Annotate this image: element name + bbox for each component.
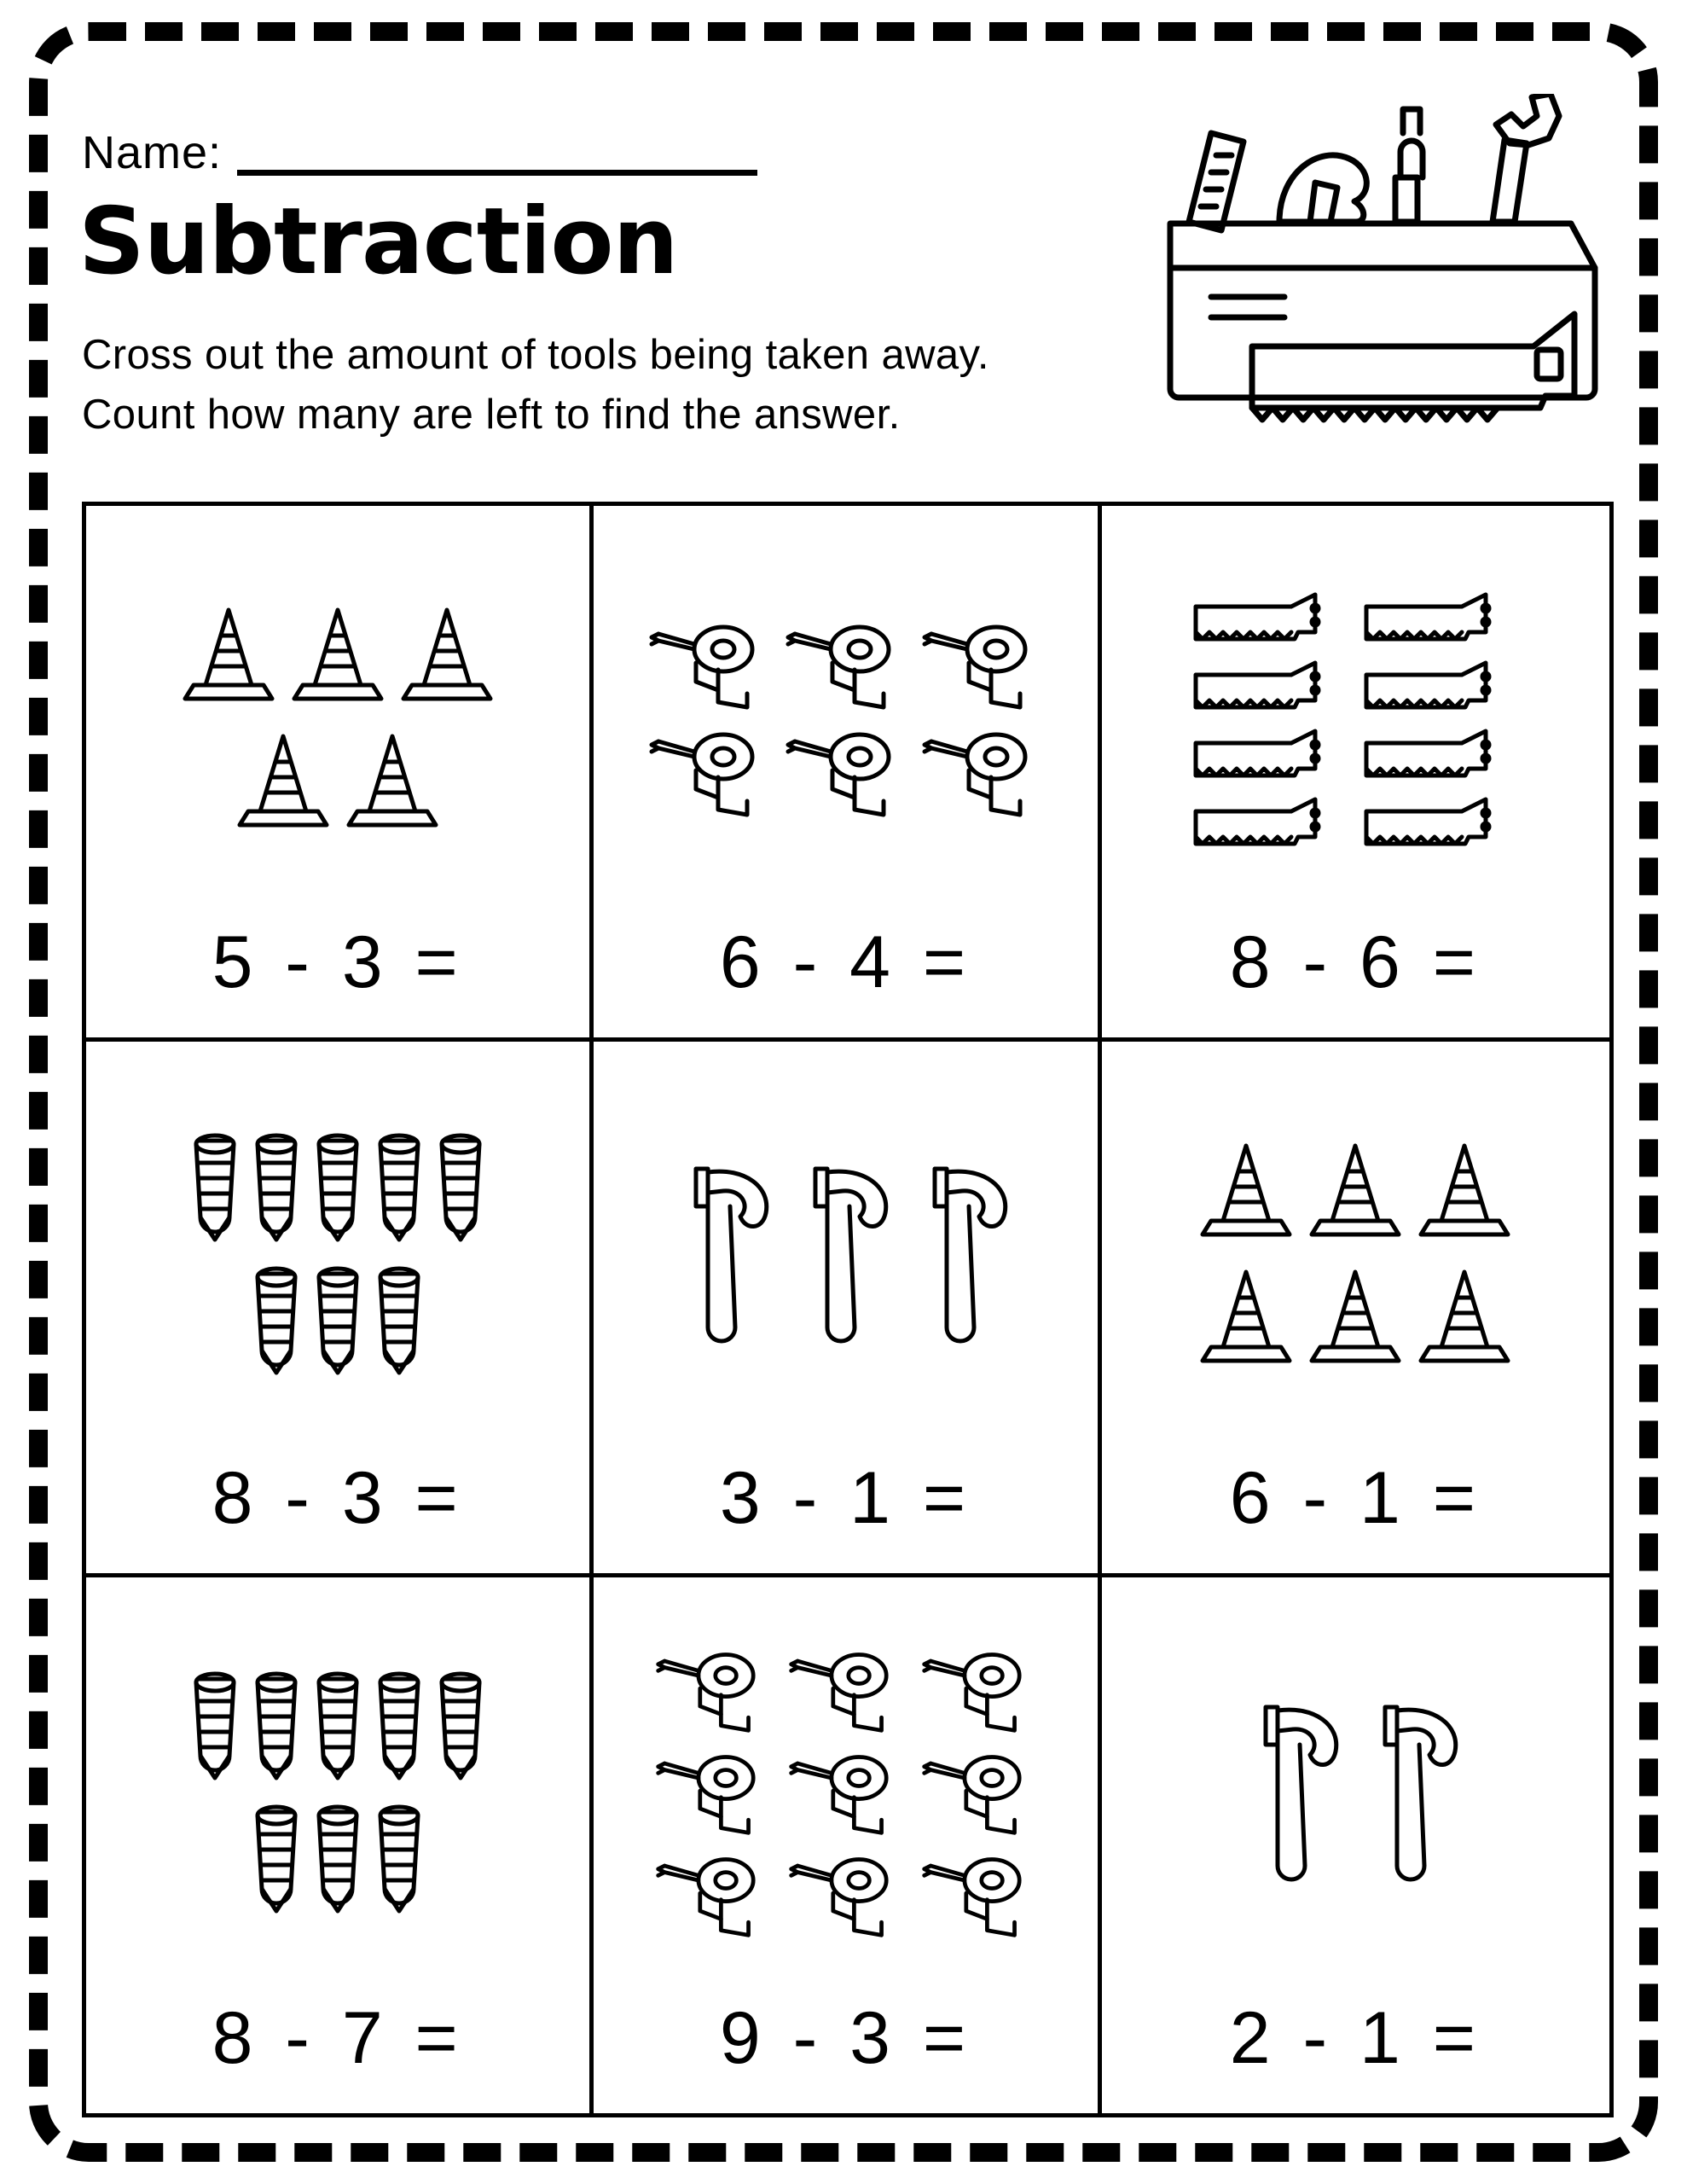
object-group-screw[interactable] (86, 1042, 589, 1449)
power-drill-icon[interactable] (783, 1749, 907, 1838)
problem-cell-1[interactable] (86, 506, 594, 1042)
power-drill-icon[interactable] (916, 1749, 1041, 1838)
problem-cell-5[interactable] (594, 1042, 1101, 1577)
handsaw-icon[interactable] (1189, 726, 1351, 781)
screw-icon[interactable] (373, 1667, 426, 1786)
power-drill-icon[interactable] (645, 726, 773, 820)
screw-icon[interactable] (311, 1667, 364, 1786)
handsaw-icon[interactable] (1359, 658, 1522, 712)
hammer-icon[interactable] (1240, 1695, 1351, 1891)
power-drill-icon[interactable] (650, 1647, 774, 1735)
handsaw-icon[interactable] (1359, 590, 1522, 644)
screw-icon[interactable] (434, 1667, 487, 1786)
screw-icon[interactable] (434, 1129, 487, 1248)
handsaw-icon[interactable] (1189, 794, 1351, 849)
screw-icon[interactable] (311, 1800, 364, 1920)
screw-icon[interactable] (250, 1667, 303, 1786)
problem-cell-8[interactable] (594, 1577, 1101, 2113)
power-drill-icon[interactable] (783, 1647, 907, 1735)
traffic-cone-icon[interactable] (1305, 1262, 1406, 1374)
object-group-screw[interactable] (86, 1577, 589, 1989)
hammer-icon[interactable] (670, 1157, 781, 1353)
object-group-handsaw[interactable] (1102, 506, 1609, 914)
name-label: Name: (82, 127, 223, 178)
power-drill-icon[interactable] (916, 1647, 1041, 1735)
screw-icon[interactable] (373, 1129, 426, 1248)
handsaw-icon[interactable] (1359, 726, 1522, 781)
equation-9: 2 - 1 = (1229, 1997, 1481, 2079)
traffic-cone-icon[interactable] (287, 600, 388, 712)
traffic-cone-icon[interactable] (397, 600, 497, 712)
equation-4: 8 - 3 = (212, 1457, 464, 1539)
traffic-cone-icon[interactable] (1414, 1262, 1515, 1374)
handsaw-icon[interactable] (1189, 590, 1351, 644)
hammer-icon[interactable] (909, 1157, 1020, 1353)
equation-2: 6 - 4 = (719, 921, 972, 1003)
problem-cell-4[interactable] (86, 1042, 594, 1577)
problem-cell-9[interactable] (1102, 1577, 1609, 2113)
equation-7: 8 - 7 = (212, 1997, 464, 2079)
traffic-cone-icon[interactable] (1196, 1262, 1296, 1374)
traffic-cone-icon[interactable] (233, 726, 333, 839)
screw-icon[interactable] (250, 1129, 303, 1248)
screw-icon[interactable] (188, 1129, 241, 1248)
traffic-cone-icon[interactable] (1305, 1136, 1406, 1248)
problems-grid (82, 502, 1614, 2117)
power-drill-icon[interactable] (645, 619, 773, 712)
worksheet-content (67, 61, 1620, 2123)
problem-cell-6[interactable] (1102, 1042, 1609, 1577)
power-drill-icon[interactable] (650, 1851, 774, 1940)
traffic-cone-icon[interactable] (1414, 1136, 1515, 1248)
handsaw-icon[interactable] (1189, 658, 1351, 712)
instructions (82, 326, 1003, 444)
screw-icon[interactable] (188, 1667, 241, 1786)
page-title: Subtraction (78, 189, 678, 295)
power-drill-icon[interactable] (781, 726, 909, 820)
equation-8: 9 - 3 = (719, 1997, 972, 2079)
problem-cell-2[interactable] (594, 506, 1101, 1042)
screw-icon[interactable] (250, 1800, 303, 1920)
object-group-traffic-cone[interactable] (1102, 1042, 1609, 1449)
equation-3: 8 - 6 = (1229, 921, 1481, 1003)
instruction-line-1: Cross out the amount of tools being taken away. (82, 332, 989, 378)
traffic-cone-icon[interactable] (1196, 1136, 1296, 1248)
equation-6: 6 - 1 = (1229, 1457, 1481, 1539)
object-group-hammer[interactable] (1102, 1577, 1609, 1989)
worksheet-header (67, 61, 1620, 488)
instruction-line-2: Count how many are left to find the answer. (82, 391, 901, 438)
traffic-cone-icon[interactable] (178, 600, 279, 712)
power-drill-icon[interactable] (918, 726, 1046, 820)
toolbox-illustration (1151, 94, 1629, 452)
screw-icon[interactable] (373, 1800, 426, 1920)
object-group-power-drill[interactable] (594, 1577, 1097, 1989)
screw-icon[interactable] (311, 1262, 364, 1381)
problem-cell-3[interactable] (1102, 506, 1609, 1042)
power-drill-icon[interactable] (781, 619, 909, 712)
power-drill-icon[interactable] (783, 1851, 907, 1940)
hammer-icon[interactable] (1359, 1695, 1470, 1891)
name-field[interactable] (82, 127, 757, 178)
object-group-hammer[interactable] (594, 1042, 1097, 1449)
screw-icon[interactable] (311, 1129, 364, 1248)
equation-1: 5 - 3 = (212, 921, 464, 1003)
object-group-traffic-cone[interactable] (86, 506, 589, 914)
screw-icon[interactable] (250, 1262, 303, 1381)
name-write-line[interactable] (237, 160, 757, 176)
power-drill-icon[interactable] (918, 619, 1046, 712)
object-group-power-drill[interactable] (594, 506, 1097, 914)
hammer-icon[interactable] (790, 1157, 901, 1353)
handsaw-icon[interactable] (1359, 794, 1522, 849)
equation-5: 3 - 1 = (719, 1457, 972, 1539)
power-drill-icon[interactable] (916, 1851, 1041, 1940)
problem-cell-7[interactable] (86, 1577, 594, 2113)
screw-icon[interactable] (373, 1262, 426, 1381)
traffic-cone-icon[interactable] (342, 726, 443, 839)
power-drill-icon[interactable] (650, 1749, 774, 1838)
